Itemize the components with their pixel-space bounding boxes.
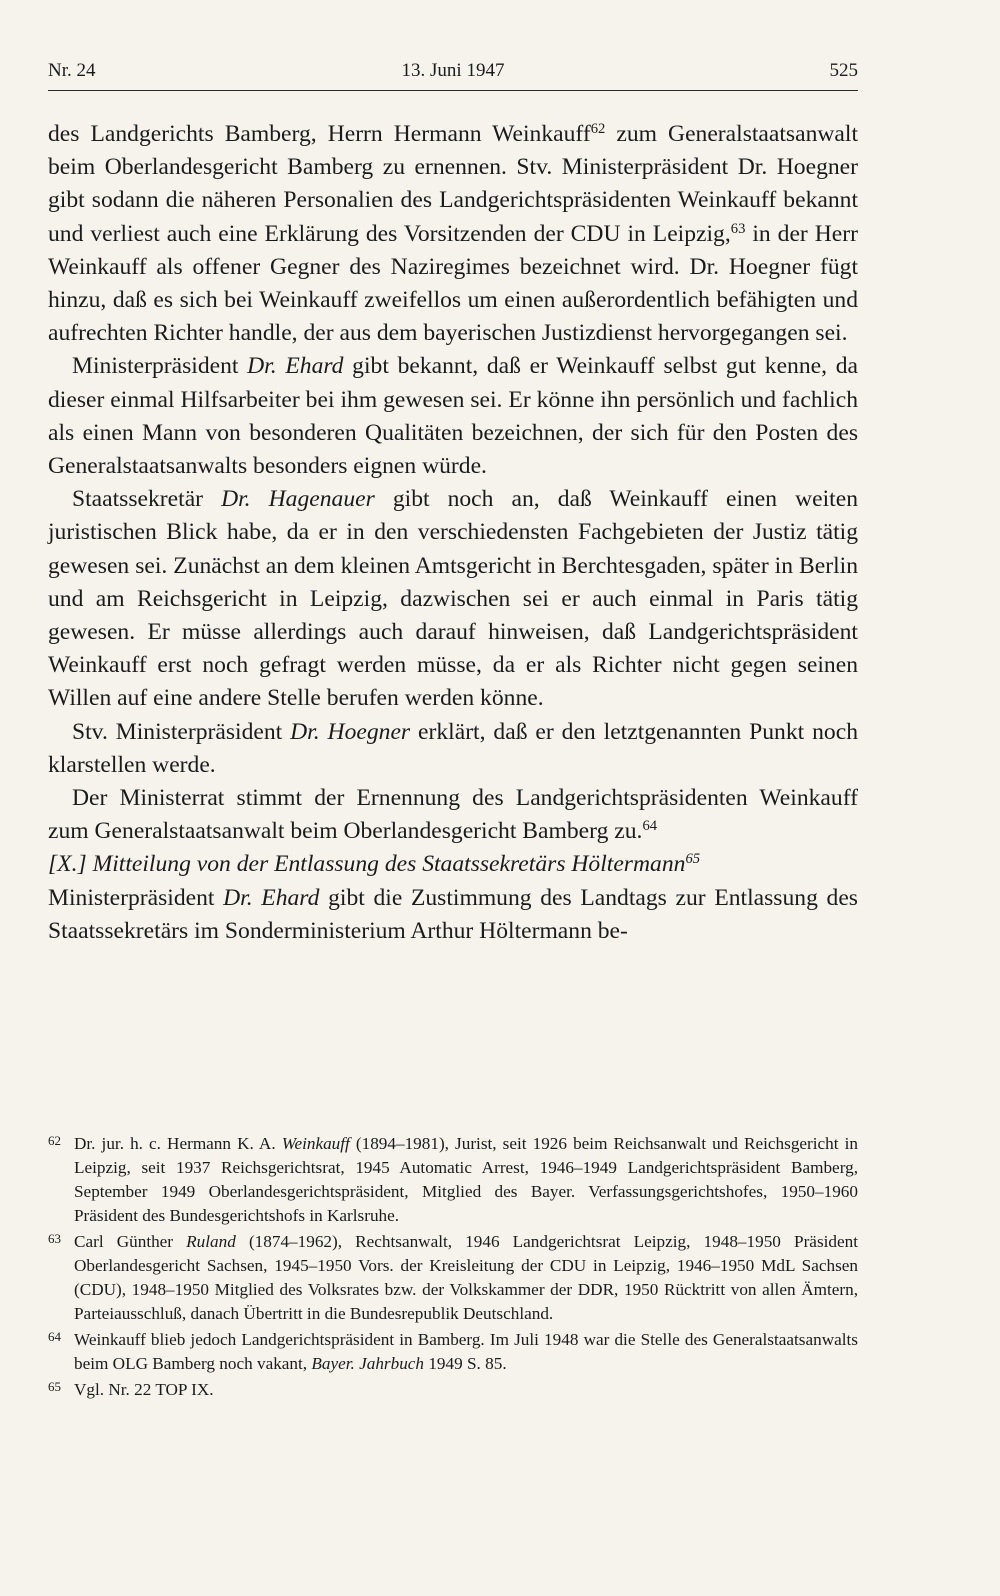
paragraph-4: Stv. Ministerpräsident Dr. Hoegner erklärt, daß er den letztgenannten Punkt noch klarstellen werde. [48,718,858,778]
header-date: 13. Juni 1947 [401,60,505,81]
footnote-number: 65 [48,1379,61,1394]
header-page-number: 525 [829,60,858,81]
footnote-64: 64 Weinkauff blieb jedoch Landgerichtspräsident in Bamberg. Im Juli 1948 war die Stelle des Generalstaatsanwalts beim OLG Bamberg noch vakant, Bayer. Jahrbuch 1949 S. 85. [48,1329,858,1373]
footnote-65: 65 Vgl. Nr. 22 TOP IX. [48,1379,214,1399]
footnotes [48,1132,858,1404]
paragraph-2: Ministerpräsident Dr. Ehard gibt bekannt, daß er Weinkauff selbst gut kenne, da dieser einmal Hilfsarbeiter bei ihm gewesen sei. Er könne ihn persönlich und fachlich als einen Mann von besonderen Qualitäten bezeichnen, der sich für den Posten des Generalstaatsanwalts besonders eignen würde. [48,353,858,480]
paragraph-1: des Landgerichts Bamberg, Herrn Hermann Weinkauff$^{62}$ zum Generalstaatsanwalt beim Oberlandesgericht Bamberg zu ernennen. Stv. Ministerpräsident Dr. Hoegner gibt sodann die näheren Personalien des Landgerichtspräsidenten Weinkauff bekannt und verliest auch eine Erklärung des Vorsitzenden der CDU in Leipzig,$^{63}$ in der Herr Weinkauff als offener Gegner des Naziregimes bezeichnet wird. Dr. Hoegner fügt hinzu, daß es sich bei Weinkauff zweifellos um einen außerordentlich befähigten und aufrechten Richter handle, der aus dem bayerischen Justizdienst hervorgegangen sei. [48,120,858,347]
footnote-ref-65: 65 [685,851,701,868]
footnote-ref-64: 64 [642,818,658,835]
paragraph-6: Ministerpräsident Dr. Ehard gibt die Zustimmung des Landtags zur Entlassung des Staatssekretärs im Sonderministerium Arthur Höltermann be- [48,884,858,944]
footnote-number: 62 [48,1133,61,1148]
footnote-63: 63 Carl Günther Ruland (1874–1962), Rechtsanwalt, 1946 Landgerichtsrat Leipzig, 1948–1950 Präsident Oberlandesgericht Sachsen, 1945–1950 Vors. der Kreisleitung der CDU in Leipzig, 1946–1950 MdL Sachsen (CDU), 1948–1950 Mitglied des Volksrates bzw. der Volkskammer der DDR, 1950 Rücktritt von allen Ämtern, Parteiausschluß, danach Übertritt in die Bundesrepublik Deutschland. [48,1231,858,1323]
footnote-62: 62 Dr. jur. h. c. Hermann K. A. Weinkauff (1894–1981), Jurist, seit 1926 beim Reichsanwalt und Reichsgericht in Leipzig, seit 1937 Reichsgerichtsrat, 1945 Automatic Arrest, 1946–1949 Landgerichtspräsident Bamberg, September 1949 Oberlandesgerichtspräsident, Mitglied des Bayer. Verfassungsgerichtshofes, 1950–1960 Präsident des Bundesgerichtshofs in Karlsruhe. [48,1133,858,1225]
footnote-number: 63 [48,1231,61,1246]
paragraph-5: Der Ministerrat stimmt der Ernennung des Landgerichtspräsidenten Weinkauff zum Generalstaatsanwalt beim Oberlandesgericht Bamberg zu.$^{64}$ [48,785,858,845]
body-text [48,118,858,948]
footnote-ref-62: 62 [590,120,606,137]
section-heading: [X.] Mitteilung von der Entlassung des Staatssekretärs Höltermann$^{65}$ [48,851,701,878]
footnote-number: 64 [48,1329,61,1344]
footnote-ref-63: 63 [730,220,746,237]
header-number: Nr. 24 [48,60,96,81]
paragraph-3: Staatssekretär Dr. Hagenauer gibt noch an, daß Weinkauff einen weiten juristischen Blick habe, da er in den verschiedensten Fachgebieten der Justiz tätig gewesen sei. Zunächst an dem kleinen Amtsgericht in Berchtesgaden, später in Berlin und am Reichsgericht in Leipzig, dazwischen sei er auch einmal in Paris tätig gewesen. Er müsse allerdings auch darauf hinweisen, daß Landgerichtspräsident Weinkauff erst noch gefragt werden müsse, da er als Richter nicht gegen seinen Willen auf eine andere Stelle berufen werden könne. [48,486,859,712]
running-header [48,54,858,91]
